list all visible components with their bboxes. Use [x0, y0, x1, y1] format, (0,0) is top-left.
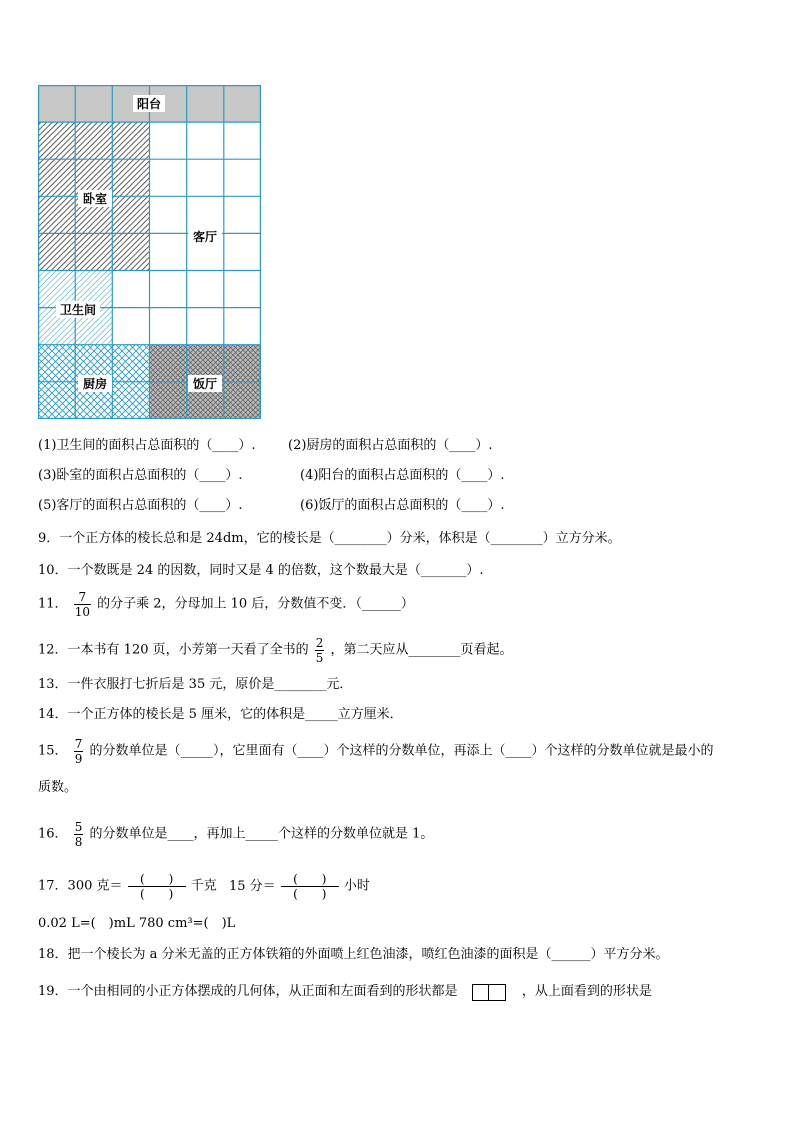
question-15-cont [38, 778, 77, 799]
q12-numerator: 2 [315, 636, 324, 650]
q19-pre: 19．一个由相同的小正方体摆成的几何体，从正面和左面看到的形状都是 [38, 984, 458, 999]
q8-part6: (6)饭厅的面积占总面积的（____）. [300, 498, 505, 513]
bedroom-label: 卧室 [82, 192, 108, 206]
q11-numerator: 7 [78, 590, 87, 604]
q8-row3b [300, 496, 505, 517]
question-10 [38, 561, 484, 582]
q19-post: ，从上面看到的形状是 [521, 984, 652, 999]
q15-fraction [74, 737, 84, 766]
q16-text: 的分数单位是____，再加上_____个这样的分数单位就是 1。 [89, 826, 434, 842]
question-19 [38, 982, 652, 1003]
q11-denominator: 10 [74, 605, 90, 619]
question-13 [38, 675, 352, 696]
q8-row2 [38, 466, 243, 487]
q8-part3: (3)卧室的面积占总面积的（____）. [38, 468, 243, 483]
q17-part2: 15 分＝ [228, 878, 276, 894]
dining-room-label: 饭厅 [192, 377, 218, 391]
living-room-label: 客厅 [192, 230, 218, 244]
q17-frac1-denominator: ( ) [128, 886, 186, 901]
balcony-label: 阳台 [136, 97, 162, 111]
q16-prefix: 16． [38, 826, 68, 842]
q12-denominator: 5 [315, 651, 324, 665]
q17-line2: 0.02 L=( )mL 780 cm³=( )L [38, 916, 236, 931]
q15-continuation: 质数。 [38, 780, 78, 795]
q8-part1: (1)卫生间的面积占总面积的（____）. [38, 438, 256, 453]
q8-row3 [38, 496, 243, 517]
q15-numerator: 7 [74, 737, 83, 751]
q15-denominator: 9 [74, 752, 83, 766]
bathroom-label: 卫生间 [59, 303, 97, 317]
q11-fraction [74, 590, 91, 619]
q8-row1 [38, 436, 256, 457]
q16-numerator: 5 [74, 820, 83, 834]
question-12 [38, 636, 513, 665]
kitchen-label: 厨房 [82, 377, 108, 391]
q17-frac1-numerator: ( ) [139, 872, 174, 886]
q17-unit2: 小时 [343, 878, 370, 894]
question-14 [38, 705, 403, 726]
question-17-line2 [38, 914, 235, 935]
q8-part4: (4)阳台的面积占总面积的（____）. [300, 468, 505, 483]
question-9 [38, 529, 621, 550]
question-16 [38, 820, 433, 849]
q12-post: ，第二天应从________页看起。 [330, 642, 513, 658]
q17-frac2-numerator: ( ) [293, 872, 327, 886]
q16-fraction [74, 820, 84, 849]
q11-prefix: 11． [38, 596, 68, 612]
q18-text: 18．把一个棱长为 a 分米无盖的正方体铁箱的外面喷上红色油漆，喷红色油漆的面积是（______）平方分米。 [38, 947, 669, 962]
q8-row1b [288, 436, 493, 457]
q17-part1: 17．300 克＝ [38, 878, 123, 894]
q8-row2b [300, 466, 505, 487]
q17-fraction-1 [129, 872, 185, 901]
q15-text: 的分数单位是（_____），它里面有（____）个这样的分数单位，再添上（____）个这样的分数单位就是最小的 [89, 743, 714, 759]
q11-text: 的分子乘 2，分母加上 10 后，分数值不变．（______） [97, 596, 414, 612]
question-11 [38, 590, 414, 619]
q9-text: 9．一个正方体的棱长总和是 24dm，它的棱长是（________）分米，体积是（________）立方分米。 [38, 531, 621, 546]
q8-part5: (5)客厅的面积占总面积的（____）. [38, 498, 243, 513]
q17-fraction-2 [282, 872, 338, 901]
question-18 [38, 945, 669, 966]
q16-denominator: 8 [74, 835, 83, 849]
q17-frac2-denominator: ( ) [281, 886, 339, 901]
q14-text: 14．一个正方体的棱长是 5 厘米，它的体积是_____立方厘米． [38, 707, 403, 722]
q17-unit1: 千克 [190, 878, 217, 894]
question-15 [38, 737, 713, 766]
q13-text: 13．一件衣服打七折后是 35 元，原价是________元． [38, 677, 353, 692]
q12-pre: 12．一本书有 120 页，小芳第一天看了全书的 [38, 642, 309, 658]
q12-fraction [315, 636, 325, 665]
floor-plan-diagram [38, 85, 261, 419]
q15-prefix: 15． [38, 743, 68, 759]
q10-text: 10．一个数既是 24 的因数，同时又是 4 的倍数，这个数最大是（_______）. [38, 563, 484, 578]
question-17 [38, 872, 370, 901]
q8-part2: (2)厨房的面积占总面积的（____）. [288, 438, 493, 453]
two-square-shape-icon [472, 984, 506, 1001]
